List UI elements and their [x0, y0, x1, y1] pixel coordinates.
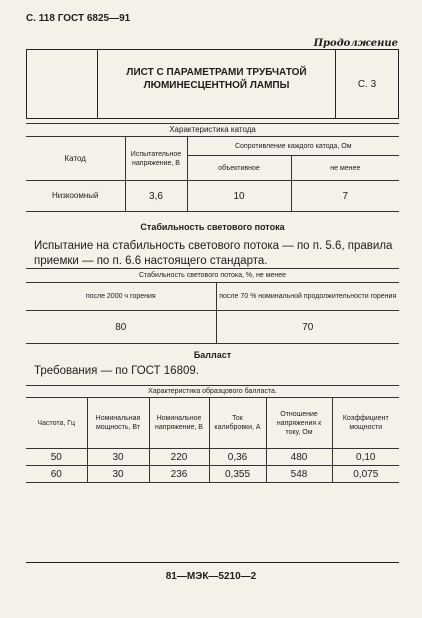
- cell-voltage: 220: [149, 449, 209, 466]
- col-after-2000: после 2000 ч горения: [26, 283, 216, 311]
- ballast-table-caption: Характеристика образцового балласта.: [26, 386, 399, 398]
- cell-calibration-current: 0,355: [209, 466, 266, 483]
- title-box-left-cell: [27, 50, 98, 118]
- ballast-paragraph: Требования — по ГОСТ 16809.: [34, 365, 199, 377]
- stability-paragraph: Испытание на стабильность светового потока — по п. 5.6, правила приемки — по п. 6.6 настоящего стандарта.: [34, 240, 393, 267]
- page-header: С. 118 ГОСТ 6825—91: [26, 13, 131, 24]
- col-frequency: Частота, Гц: [26, 398, 87, 449]
- cell-objective: 10: [187, 181, 291, 212]
- sheet-title: [97, 66, 336, 92]
- col-min: не менее: [291, 156, 399, 181]
- table-row: [26, 449, 399, 466]
- stability-table-caption: Стабильность светового потока, %, не менее: [26, 269, 399, 283]
- cell-voltage: 3,6: [125, 181, 187, 212]
- ballast-table: [26, 385, 399, 483]
- cell-frequency: 50: [26, 449, 87, 466]
- col-resistance: Сопротивление каждого катода, Ом: [187, 137, 399, 156]
- col-test-voltage: Испытательное напряжение, В: [125, 137, 187, 181]
- col-power-factor: Коэффициент мощности: [332, 398, 399, 449]
- continued-label: Продолжение: [313, 38, 398, 49]
- table-row: [26, 466, 399, 483]
- cell-frequency: 60: [26, 466, 87, 483]
- sheet-title-box: [26, 49, 399, 119]
- col-after-70: после 70 % номинальной продолжительности горения: [216, 283, 399, 311]
- cell-power: 30: [87, 466, 149, 483]
- cell-power: 30: [87, 449, 149, 466]
- cell-value-2000: 80: [26, 311, 216, 344]
- cell-calibration-current: 0,36: [209, 449, 266, 466]
- sheet-title-line-1: ЛИСТ С ПАРАМЕТРАМИ ТРУБЧАТОЙ: [126, 67, 307, 78]
- cell-ratio: 480: [266, 449, 332, 466]
- ballast-title: Балласт: [193, 350, 232, 360]
- footer-rule: [26, 562, 399, 563]
- footer-code: 81—МЭК—5210—2: [165, 571, 257, 582]
- col-voltage: Номинальное напряжение, В: [149, 398, 209, 449]
- col-objective: объективное: [187, 156, 291, 181]
- col-cathode: Катод: [26, 137, 125, 181]
- cell-cathode-type: Низкоомный: [26, 181, 125, 212]
- stability-table: [26, 268, 399, 344]
- cell-power-factor: 0,075: [332, 466, 399, 483]
- cell-value-70: 70: [216, 311, 399, 344]
- cathode-table: [26, 123, 399, 212]
- sheet-page-number: С. 3: [357, 79, 377, 90]
- cell-ratio: 548: [266, 466, 332, 483]
- sheet-title-line-2: ЛЮМИНЕСЦЕНТНОЙ ЛАМПЫ: [143, 80, 290, 91]
- col-voltage-current-ratio: Отношение напряжения к току, Ом: [266, 398, 332, 449]
- cell-min: 7: [291, 181, 399, 212]
- stability-title: Стабильность светового потока: [140, 222, 285, 232]
- col-calibration-current: Ток калибровки, А: [209, 398, 266, 449]
- cathode-table-caption: Характеристика катода: [26, 124, 399, 137]
- cell-power-factor: 0,10: [332, 449, 399, 466]
- cell-voltage: 236: [149, 466, 209, 483]
- col-power: Номинальная мощность, Вт: [87, 398, 149, 449]
